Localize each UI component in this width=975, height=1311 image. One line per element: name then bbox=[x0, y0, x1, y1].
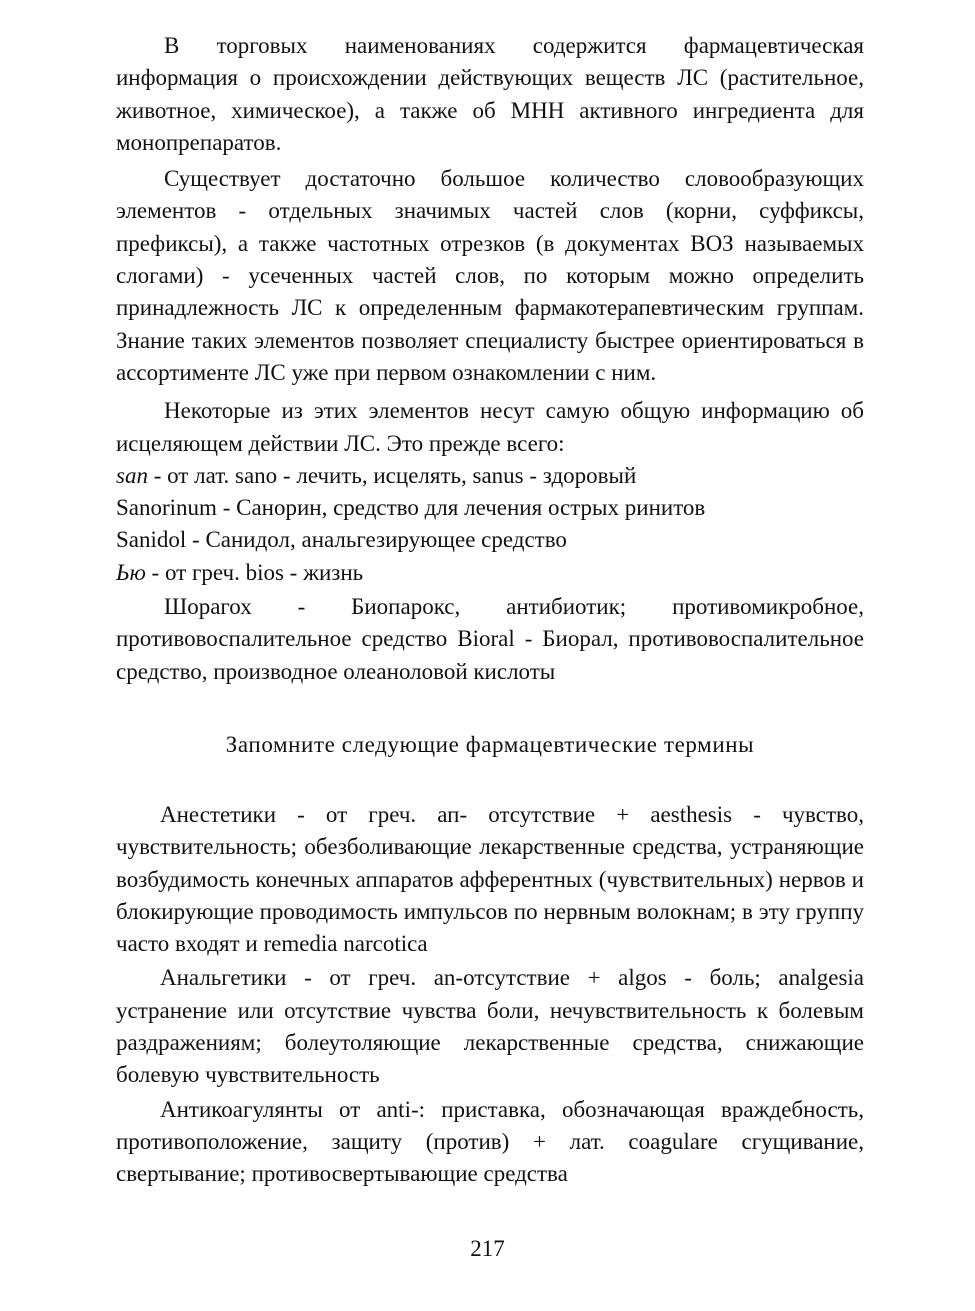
term-san: san bbox=[116, 462, 148, 488]
term-bio-definition: - от греч. bios - жизнь bbox=[145, 559, 364, 585]
example-san bbox=[116, 460, 864, 492]
example-sanidol: Sanidol - Санидол, анальгезирующее средство bbox=[116, 527, 567, 553]
term-san-definition: - от лат. sano - лечить, исцелять, sanus - здоровый bbox=[147, 462, 637, 488]
paragraph-word-elements: Существует достаточно большое количество словообразующих элементов - отдельных значимых частей слов (корни, суффиксы, префиксы), а также частотных отрезков (в документах ВОЗ называемых слогами) - усеченных частей слов, по которым можно определить принадлежность ЛС к определенным фармакотерапевтическим группам. Знание таких элементов позволяет специалисту быстрее ориентироваться в ассортименте ЛС уже при первом ознакомлении с ним. bbox=[116, 166, 864, 385]
page-body bbox=[116, 30, 864, 1193]
paragraph-trade-names: В торговых наименованиях содержится фармацевтическая информация о происхождении действующих веществ ЛС (растительное, животное, химическое), а также об МНН активного ингредиента для монопрепаратов. bbox=[116, 33, 864, 155]
definition-analgesics: Анальгетики - от греч. an-отсутствие + algos - боль; analgesia устранение или отсутствие чувства боли, нечувствительность к болевым раздражениям; болеутоляющие лекарственные средства, снижающие болевую чувствительность bbox=[116, 965, 864, 1088]
example-sanorinum: Sanorinum - Санорин, средство для лечения острых ринитов bbox=[116, 495, 706, 521]
section-heading: Запомните следующие фармацевтические термины bbox=[225, 731, 755, 757]
paragraph-general-elements: Некоторые из этих элементов несут самую общую информацию об исцеляющем действии ЛС. Это прежде всего: bbox=[116, 398, 864, 456]
definition-anticoagulants: Антикоагулянты от anti-: приставка, обозначающая враждебность, противоположение, защиту (против) + лат. coagulare сгущивание, свертывание; противосвертывающие средства bbox=[116, 1096, 864, 1187]
definition-anesthetics: Анестетики - от греч. ап- отсутствие + aesthesis - чувство, чувствительность; обезболивающие лекарственные средства, устраняющие возбудимость конечных аппаратов афферентных (чувствительных) нервов и блокирующие проводимость импульсов по нервным волокнам; в эту группу часто входят и remedia narcotica bbox=[116, 801, 864, 957]
page-number: 217 bbox=[470, 1236, 505, 1261]
paragraph-bioparox: Шорагох - Биопарокс, антибиотик; противомикробное, противовоспалительное средство Bioral - Биорал, противовоспалительное средство, производное олеаноловой кислоты bbox=[116, 594, 864, 684]
term-bio: Ью bbox=[116, 559, 146, 585]
example-bio bbox=[116, 557, 864, 589]
